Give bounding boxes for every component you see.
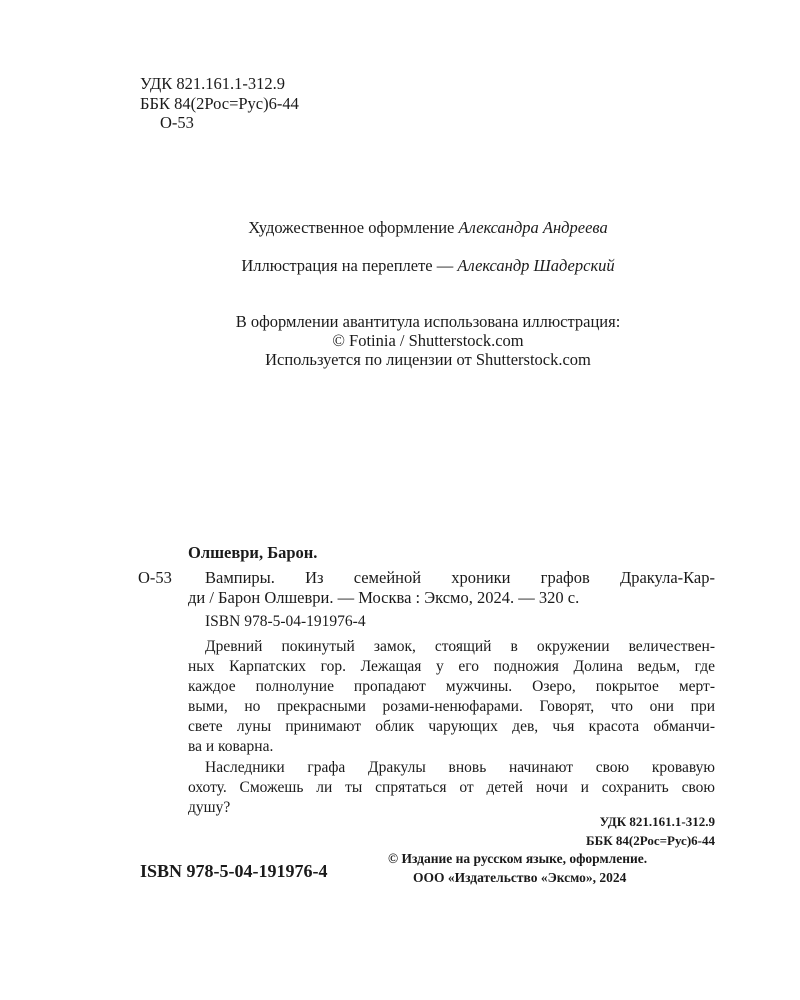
record-title-line: Вампиры. Из семейной хроники графов Дракула-Кар- xyxy=(205,568,715,587)
design-label: Художественное оформление xyxy=(248,218,455,237)
annotation-line: ва и коварна. xyxy=(188,738,274,755)
annotation-line: выми, но прекрасными розами-ненюфарами. Говорят, что они при xyxy=(188,698,715,715)
annotation-line: каждое полнолуние пропадают мужчины. Озеро, покрытое мерт- xyxy=(188,678,715,695)
record-author: Олшеври, Барон. xyxy=(188,543,318,562)
annotation-line: свете луны принимают облик чарующих дев, чья красота обманчи- xyxy=(188,718,715,735)
bbk-code: ББК 84(2Рос=Рус)6-44 xyxy=(140,94,299,113)
cover-name: Александр Шадерский xyxy=(457,256,615,275)
copyright-line: © Издание на русском языке, оформление. xyxy=(388,851,648,866)
annotation-line: душу? xyxy=(188,799,231,816)
record-title-line: ди / Барон Олшеври. — Москва : Эксмо, 2024. — 320 с. xyxy=(188,588,580,607)
annotation-line: охоту. Сможешь ли ты спрятаться от детей ночи и сохранить свою xyxy=(188,779,715,796)
record-isbn: ISBN 978-5-04-191976-4 xyxy=(205,613,366,630)
annotation-line: Наследники графа Дракулы вновь начинают свою кровавую xyxy=(205,759,715,776)
author-sign: О-53 xyxy=(160,113,194,132)
udk-code: УДК 821.161.1-312.9 xyxy=(140,74,286,93)
design-credit xyxy=(0,218,800,238)
record-code: О-53 xyxy=(138,568,172,587)
copyright-line: ООО «Издательство «Эксмо», 2024 xyxy=(413,870,627,885)
license-line: В оформлении авантитула использована иллюстрация: xyxy=(235,312,621,331)
annotation-line: ных Карпатских гор. Лежащая у его подножия Долина ведьм, где xyxy=(188,658,715,675)
annotation-line: Древний покинутый замок, стоящий в окружении величествен- xyxy=(205,638,715,655)
record-bbk: ББК 84(2Рос=Рус)6-44 xyxy=(586,833,715,848)
license-line: Используется по лицензии от Shutterstock.com xyxy=(265,350,591,369)
record-udk: УДК 821.161.1-312.9 xyxy=(599,814,715,829)
cover-label: Иллюстрация на переплете — xyxy=(241,256,454,275)
license-line: © Fotinia / Shutterstock.com xyxy=(332,331,524,350)
footer-isbn: ISBN 978-5-04-191976-4 xyxy=(140,861,328,881)
design-name: Александра Андреева xyxy=(458,218,608,237)
cover-credit xyxy=(0,256,800,276)
